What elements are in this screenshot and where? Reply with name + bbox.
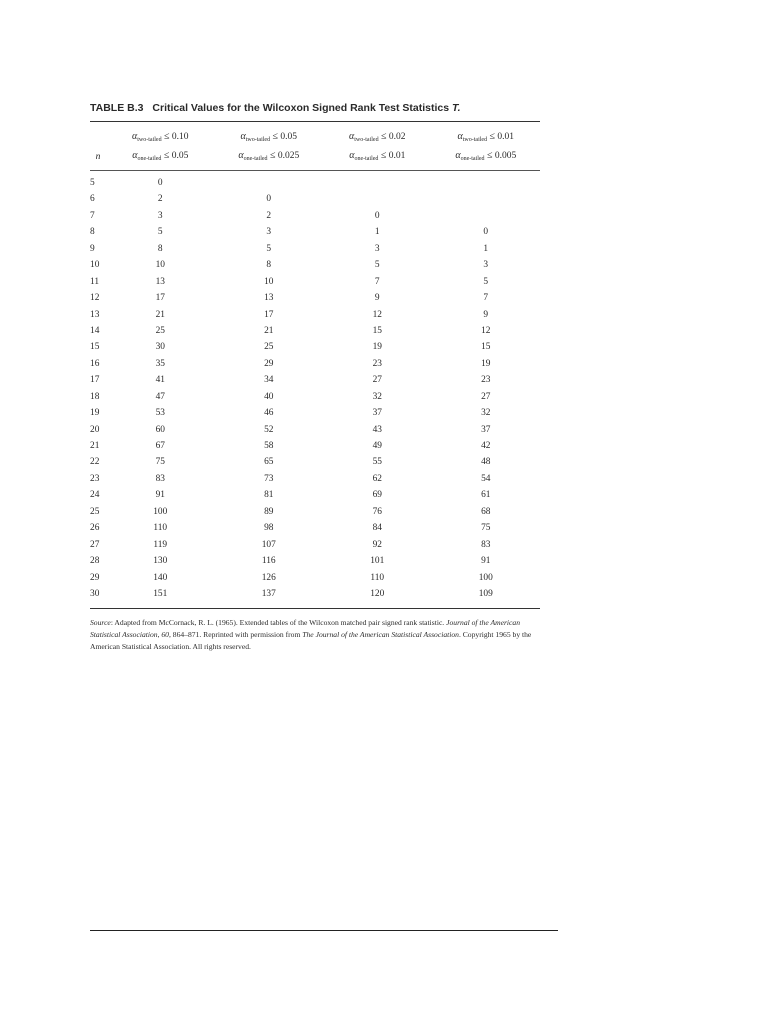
critical-value-cell: 76 (372, 506, 382, 517)
critical-value-cell: 0 (266, 194, 272, 205)
header-cell-two-tailed: $\alpha_{two-tailed} \le 0.10$ (132, 131, 189, 143)
row-n-cell: 29 (90, 572, 100, 583)
critical-value-cell: 0 (157, 178, 163, 188)
table-row (90, 405, 540, 421)
table-row (90, 323, 540, 339)
table-row (90, 208, 540, 224)
header-row-one-tailed (90, 148, 540, 167)
row-n-cell: 13 (90, 309, 100, 320)
critical-value-cell (323, 191, 432, 207)
critical-value-cell: 9 (374, 293, 380, 304)
critical-value-cell: 46 (264, 408, 274, 419)
critical-value-cell: 40 (264, 391, 274, 402)
row-n-cell: 9 (90, 243, 95, 254)
source-journal: Journal of the American Statistical Association (90, 618, 520, 640)
critical-value-cell: 1 (374, 227, 380, 238)
table-row (90, 438, 540, 454)
table-header-grid (90, 129, 540, 167)
row-n-cell: 30 (90, 588, 100, 599)
critical-value-cell: 43 (372, 424, 382, 435)
critical-value-cell: 19 (481, 358, 491, 369)
row-n-cell: 7 (90, 210, 95, 221)
header-cell-one-tailed: $\alpha_{one-tailed} \le 0.005$ (455, 150, 517, 162)
row-n-cell: 12 (90, 293, 100, 304)
table-row (90, 175, 540, 191)
critical-value-cell: 81 (264, 490, 274, 501)
critical-value-cell (323, 175, 432, 191)
critical-value-cell: 60 (155, 424, 165, 435)
critical-value-cell: 119 (153, 539, 168, 550)
table-row (90, 241, 540, 257)
critical-value-cell: 3 (157, 210, 163, 221)
critical-value-cell: 23 (372, 358, 382, 369)
table-row (90, 487, 540, 503)
table-row (90, 389, 540, 405)
table-bottom-rule (90, 608, 540, 609)
critical-value-cell: 61 (481, 490, 491, 501)
row-n-cell: 23 (90, 473, 100, 484)
critical-value-cell: 3 (266, 227, 272, 238)
critical-value-cell: 37 (481, 424, 491, 435)
row-n-cell: 11 (90, 276, 100, 287)
critical-value-cell: 48 (481, 457, 491, 468)
critical-value-cell: 13 (155, 276, 165, 287)
critical-value-cell: 91 (155, 490, 165, 501)
row-n-cell: 14 (90, 325, 100, 336)
footer-rule (90, 930, 558, 931)
row-n-cell: 8 (90, 227, 95, 238)
critical-value-cell: 5 (483, 276, 489, 287)
critical-value-cell: 42 (481, 441, 491, 451)
source-journal: The Journal of the American Statistical Association (302, 630, 459, 640)
critical-value-cell: 89 (264, 506, 274, 517)
critical-value-cell: 92 (372, 539, 382, 550)
critical-value-cell: 7 (483, 293, 489, 304)
critical-value-cell: 23 (481, 375, 491, 386)
critical-value-cell: 83 (155, 473, 165, 484)
row-n-cell: 18 (90, 391, 100, 402)
header-cell-two-tailed: $\alpha_{two-tailed} \le 0.02$ (349, 131, 406, 143)
critical-value-cell: 9 (483, 309, 489, 320)
critical-value-cell: 84 (372, 523, 382, 534)
row-n-cell: 19 (90, 408, 100, 419)
critical-value-cell: 109 (478, 588, 493, 599)
critical-value-cell: 107 (261, 539, 276, 550)
table-row (90, 372, 540, 388)
table-row (90, 290, 540, 306)
header-row-two-tailed (90, 129, 540, 148)
critical-value-cell: 101 (370, 556, 385, 567)
row-n-cell: 10 (90, 260, 100, 271)
critical-value-cell: 137 (261, 588, 276, 599)
table-row (90, 307, 540, 323)
critical-value-cell: 55 (372, 457, 382, 468)
table-body (90, 171, 540, 608)
critical-value-cell: 10 (264, 276, 274, 287)
critical-value-cell: 100 (478, 572, 493, 583)
critical-value-cell: 100 (153, 506, 168, 517)
critical-value-cell: 35 (155, 358, 165, 369)
critical-value-cell: 21 (264, 325, 274, 336)
table-row (90, 520, 540, 536)
table-row (90, 570, 540, 586)
row-n-cell: 25 (90, 506, 100, 517)
table-row (90, 471, 540, 487)
row-n-cell: 6 (90, 194, 95, 205)
critical-value-cell: 53 (155, 408, 165, 419)
table-row (90, 224, 540, 240)
critical-value-cell: 65 (264, 457, 274, 468)
table-row (90, 586, 540, 602)
header-cell-one-tailed: $\alpha_{one-tailed} \le 0.01$ (349, 150, 406, 162)
source-volume: 60 (161, 630, 169, 640)
table-title-symbol: T. (452, 102, 461, 114)
critical-value-cell: 62 (372, 473, 382, 484)
critical-value-cell: 29 (264, 358, 274, 369)
critical-value-cell: 75 (155, 457, 165, 468)
critical-value-cell: 98 (264, 523, 274, 534)
critical-value-cell: 30 (155, 342, 165, 353)
critical-value-cell: 140 (153, 572, 168, 583)
critical-value-cell: 13 (264, 293, 274, 304)
critical-value-cell: 34 (264, 375, 274, 386)
table-title-text: Critical Values for the Wilcoxon Signed Rank Test Statistics (152, 102, 450, 114)
source-text: Adapted from McCornack, R. L. (1965). Extended tables of the Wilcoxon matched pair signed rank statistic. (112, 618, 447, 628)
row-n-cell: 24 (90, 490, 100, 501)
critical-value-cell: 32 (372, 391, 382, 402)
critical-value-cell: 58 (264, 441, 274, 451)
critical-value-cell (215, 175, 324, 191)
critical-value-cell: 1 (483, 243, 489, 254)
critical-value-cell: 91 (481, 556, 491, 567)
critical-value-cell (432, 175, 541, 191)
critical-value-cell: 8 (157, 243, 163, 254)
row-n-cell: 20 (90, 424, 100, 435)
critical-value-cell: 5 (374, 260, 380, 271)
header-cell-two-tailed: $\alpha_{two-tailed} \le 0.05$ (240, 131, 297, 143)
table-row (90, 454, 540, 470)
critical-values-table (90, 175, 540, 602)
row-n-cell: 16 (90, 358, 100, 369)
row-n-cell: 21 (90, 441, 100, 451)
critical-value-cell: 68 (481, 506, 491, 517)
critical-value-cell: 27 (372, 375, 382, 386)
header-cell-two-tailed: $\alpha_{two-tailed} \le 0.01$ (457, 131, 514, 143)
critical-value-cell: 15 (481, 342, 491, 353)
critical-value-cell: 3 (374, 243, 380, 254)
critical-value-cell: 116 (261, 556, 276, 567)
table-row (90, 257, 540, 273)
table-label: TABLE B.3 (90, 102, 144, 114)
critical-value-cell: 2 (157, 194, 163, 205)
critical-value-cell: 120 (370, 588, 385, 599)
critical-value-cell: 41 (155, 375, 165, 386)
row-n-cell: 28 (90, 556, 100, 567)
critical-value-cell: 67 (155, 441, 165, 451)
critical-value-cell: 130 (153, 556, 168, 567)
critical-value-cell: 110 (370, 572, 385, 583)
critical-value-cell: 54 (481, 473, 491, 484)
critical-value-cell: 7 (374, 276, 380, 287)
critical-value-cell: 8 (266, 260, 272, 271)
critical-value-cell: 126 (261, 572, 276, 583)
critical-value-cell: 49 (372, 441, 382, 451)
source-note: Source: Adapted from McCornack, R. L. (1965). Extended tables of the Wilcoxon matched pair signed rank statistic. Journal of the American Statistical Association, 60, 864–871. Reprinted with permission from The Journal of the American Statistical Association. Copyright 1965 by the American Statistical Association. All rights reserved. (90, 618, 532, 652)
table-row (90, 537, 540, 553)
row-n-cell: 27 (90, 539, 100, 550)
table-row (90, 274, 540, 290)
table-header (90, 122, 540, 170)
critical-value-cell: 75 (481, 523, 491, 534)
critical-value-cell: 32 (481, 408, 491, 419)
critical-value-cell: 73 (264, 473, 274, 484)
page-content (90, 102, 540, 653)
row-n-cell: 15 (90, 342, 100, 353)
table-row (90, 422, 540, 438)
critical-value-cell: 0 (483, 227, 489, 238)
critical-value-cell: 2 (266, 210, 272, 221)
critical-value-cell (432, 191, 541, 207)
critical-value-cell: 15 (372, 325, 382, 336)
critical-value-cell: 19 (372, 342, 382, 353)
critical-value-cell: 37 (372, 408, 382, 419)
critical-value-cell: 0 (374, 210, 380, 221)
critical-value-cell: 10 (155, 260, 165, 271)
critical-value-cell: 17 (264, 309, 274, 320)
table-row (90, 191, 540, 207)
critical-value-cell: 25 (264, 342, 274, 353)
critical-value-cell: 5 (157, 227, 163, 238)
source-label: Source (90, 618, 111, 628)
header-cell-one-tailed: $\alpha_{one-tailed} \le 0.05$ (132, 150, 189, 162)
n-column-header: n (95, 152, 101, 162)
table-row (90, 356, 540, 372)
critical-value-cell: 110 (153, 523, 168, 534)
row-n-cell: 5 (90, 178, 95, 188)
critical-value-cell: 12 (481, 325, 491, 336)
critical-value-cell: 69 (372, 490, 382, 501)
critical-value-cell: 21 (155, 309, 165, 320)
row-n-cell: 17 (90, 375, 100, 386)
critical-value-cell: 17 (155, 293, 165, 304)
critical-value-cell: 52 (264, 424, 274, 435)
critical-value-cell: 5 (266, 243, 272, 254)
table-row (90, 504, 540, 520)
critical-value-cell: 83 (481, 539, 491, 550)
header-cell-one-tailed: $\alpha_{one-tailed} \le 0.025$ (238, 150, 300, 162)
critical-value-cell: 47 (155, 391, 165, 402)
critical-value-cell: 151 (153, 588, 168, 599)
critical-value-cell (432, 208, 541, 224)
table-row (90, 339, 540, 355)
critical-value-cell: 12 (372, 309, 382, 320)
critical-value-cell: 3 (483, 260, 489, 271)
row-n-cell: 22 (90, 457, 100, 468)
row-n-cell: 26 (90, 523, 100, 534)
table-title (90, 102, 540, 114)
critical-value-cell: 25 (155, 325, 165, 336)
table-row (90, 553, 540, 569)
critical-value-cell: 27 (481, 391, 491, 402)
